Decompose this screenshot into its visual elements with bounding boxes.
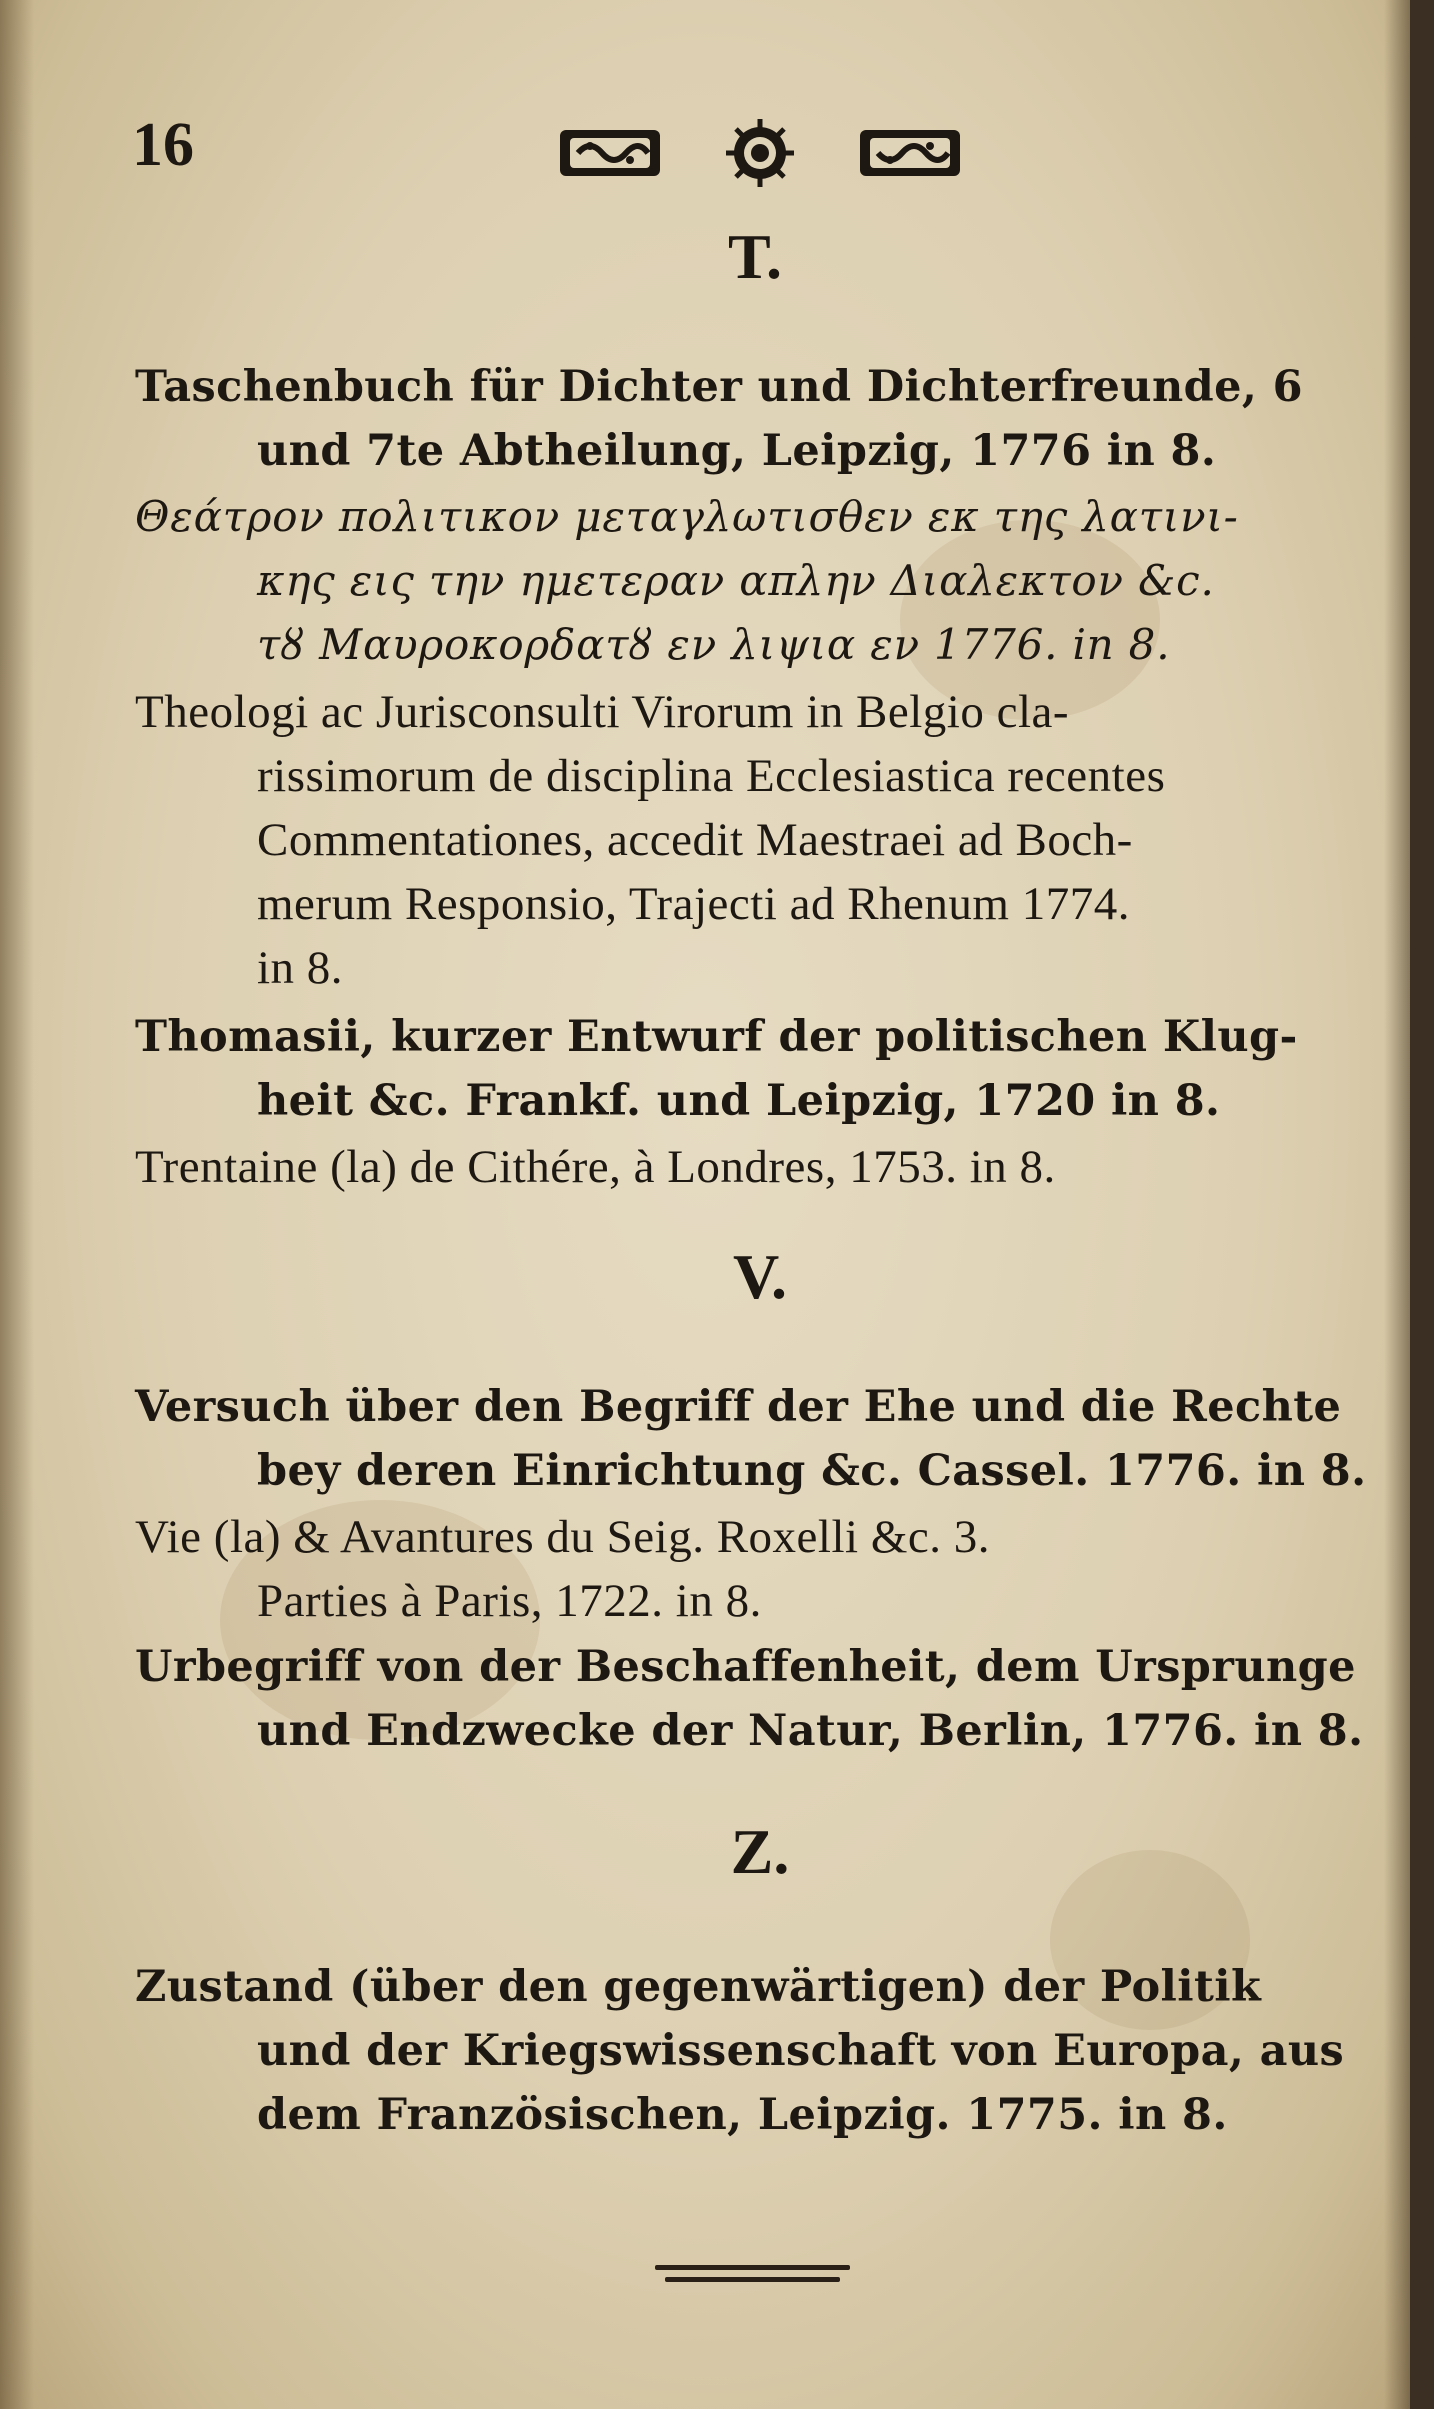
entry-line: in 8.	[257, 942, 344, 994]
entry-line: bey deren Einrichtung &c. Cassel. 1776. in 8.	[257, 1446, 1367, 1496]
entry-line: und der Kriegswissenschaft von Europa, aus	[257, 2026, 1345, 2076]
section-heading-v: V.	[733, 1241, 787, 1312]
entry-line: Taschenbuch für Dichter und Dichterfreunde, 6	[135, 362, 1303, 412]
entry-line: κης εις την ημετεραν απλην Διαλεκτον &c.	[257, 556, 1215, 605]
entry-line: Parties à Paris, 1722. in 8.	[257, 1575, 762, 1627]
entry-taschenbuch	[135, 355, 1375, 483]
floral-rosette-ornament-icon	[560, 110, 960, 190]
entry-line: und 7te Abtheilung, Leipzig, 1776 in 8.	[257, 426, 1217, 476]
entry-line: Versuch über den Begriff der Ehe und die Rechte	[135, 1382, 1342, 1432]
entry-line: rissimorum de disciplina Ecclesiastica recentes	[257, 750, 1166, 802]
entry-line: Trentaine (la) de Cithére, à Londres, 1753. in 8.	[135, 1141, 1056, 1193]
entry-line: merum Responsio, Trajecti ad Rhenum 1774.	[257, 878, 1130, 930]
entry-zustand	[135, 1955, 1375, 2147]
closing-rule	[665, 2277, 840, 2282]
entry-line: Θεάτρον πολιτικον μεταγλωτισθεν εκ της λατινι-	[135, 492, 1239, 541]
entry-greek-theatron	[135, 485, 1375, 677]
entry-theologi	[135, 680, 1375, 1000]
entry-line: Zustand (über den gegenwärtigen) der Politik	[135, 1962, 1262, 2012]
entry-line: Urbegriff von der Beschaffenheit, dem Ursprunge	[135, 1642, 1356, 1692]
entry-line: Theologi ac Jurisconsulti Virorum in Belgio cla-	[135, 686, 1070, 738]
section-heading-z: Z.	[730, 1816, 790, 1887]
page-edge	[1384, 0, 1410, 2409]
entry-line: und Endzwecke der Natur, Berlin, 1776. in 8.	[257, 1706, 1364, 1756]
entry-line: heit &c. Frankf. und Leipzig, 1720 in 8.	[257, 1076, 1221, 1126]
closing-rule	[655, 2265, 850, 2270]
section-heading-t: T.	[728, 221, 782, 292]
entry-thomasii	[135, 1005, 1375, 1133]
entry-versuch	[135, 1375, 1375, 1503]
spine-shadow	[0, 0, 34, 2409]
entry-line: τȣ Μαυροκορδατȣ εν λιψια εν 1776. in 8.	[257, 620, 1171, 669]
entry-trentaine	[135, 1135, 1375, 1199]
page-number: 16	[132, 111, 194, 179]
entry-vie	[135, 1505, 1375, 1633]
entry-line: Commentationes, accedit Maestraei ad Boch-	[257, 814, 1133, 866]
entry-line: dem Französischen, Leipzig. 1775. in 8.	[257, 2090, 1228, 2140]
entry-urbegriff	[135, 1635, 1375, 1763]
entry-line: Vie (la) & Avantures du Seig. Roxelli &c. 3.	[135, 1511, 991, 1563]
entry-line: Thomasii, kurzer Entwurf der politischen Klug-	[135, 1012, 1298, 1062]
